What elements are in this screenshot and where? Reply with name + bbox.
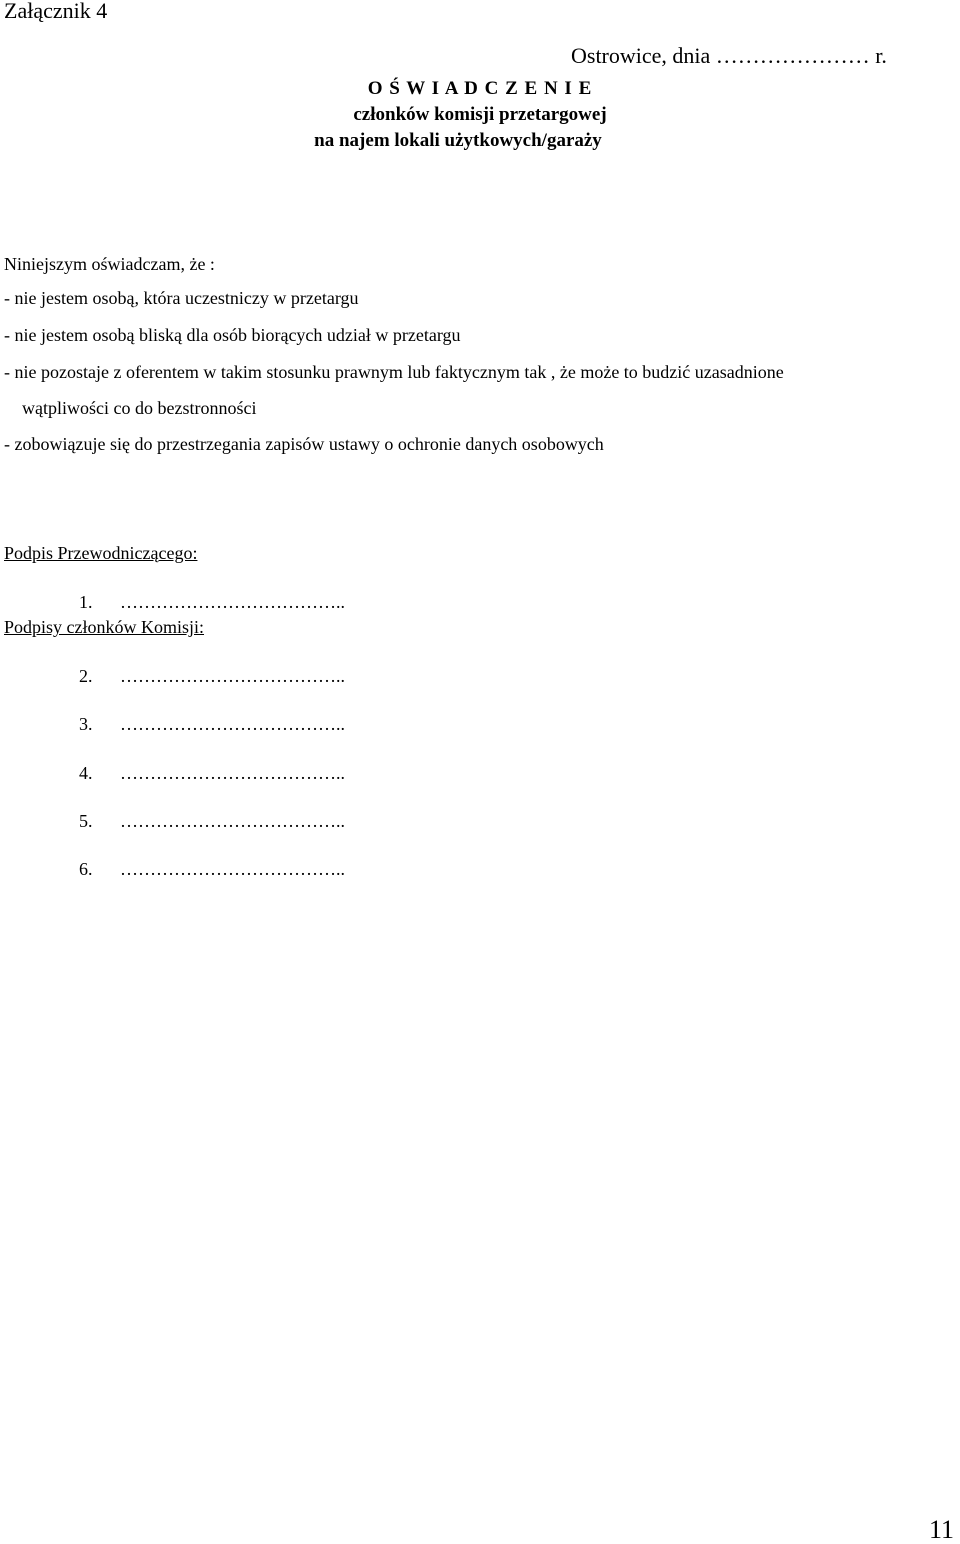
signature-line: ………………………………..: [120, 592, 345, 612]
declaration-item-continuation: wątpliwości co do bezstronności: [22, 398, 257, 418]
declaration-item: - nie pozostaje z oferentem w takim stosunku prawnym lub faktycznym tak , że może to budzić uzasadnione: [4, 362, 784, 382]
document-subtitle-line-2: na najem lokali użytkowych/garaży: [314, 130, 602, 151]
page-number: 11: [929, 1515, 955, 1544]
members-signature-label: Podpisy członków Komisji:: [4, 617, 205, 637]
signature-line: ………………………………..: [120, 666, 345, 686]
annex-label: Załącznik 4: [4, 0, 108, 23]
declaration-item: - nie jestem osobą, która uczestniczy w przetargu: [4, 288, 359, 308]
signature-number: 4.: [79, 763, 93, 783]
chair-signature-label: Podpis Przewodniczącego:: [4, 543, 198, 563]
document-subtitle-line-1: członków komisji przetargowej: [353, 104, 607, 125]
signature-number: 1.: [79, 592, 93, 612]
signature-line: ………………………………..: [120, 811, 345, 831]
signature-number: 5.: [79, 811, 93, 831]
declaration-intro: Niniejszym oświadczam, że :: [4, 254, 215, 274]
signature-number: 3.: [79, 714, 93, 734]
signature-line: ………………………………..: [120, 714, 345, 734]
declaration-item: - nie jestem osobą bliską dla osób biorących udział w przetargu: [4, 325, 461, 345]
place-and-date: Ostrowice, dnia ………………… r.: [571, 43, 887, 68]
signature-number: 2.: [79, 666, 93, 686]
document-title: O Ś W I A D C Z E N I E: [367, 78, 593, 99]
signature-number: 6.: [79, 859, 93, 879]
signature-line: ………………………………..: [120, 859, 345, 879]
signature-line: ………………………………..: [120, 763, 345, 783]
declaration-item: - zobowiązuje się do przestrzegania zapisów ustawy o ochronie danych osobowych: [4, 434, 604, 454]
